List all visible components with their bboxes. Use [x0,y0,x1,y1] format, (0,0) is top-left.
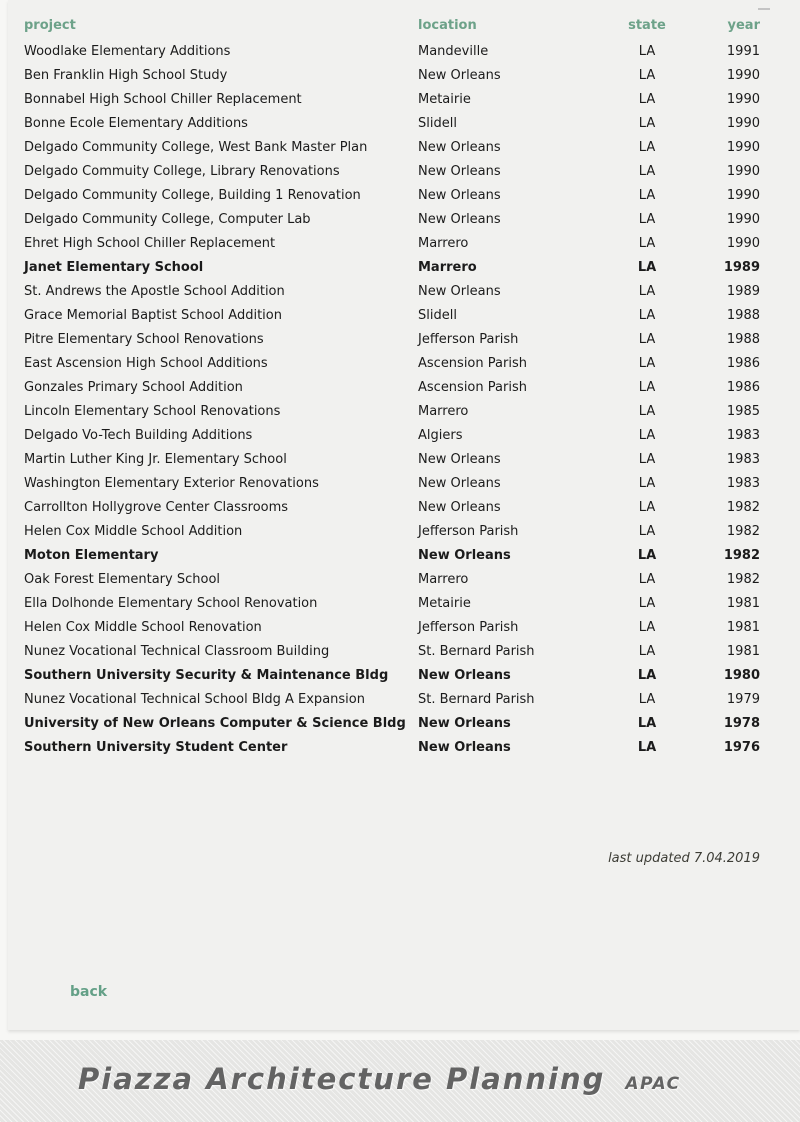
cell-location: New Orleans [418,452,501,467]
cell-project: Grace Memorial Baptist School Addition [24,308,282,323]
cell-state: LA [638,524,656,539]
cell-location: Ascension Parish [418,356,527,371]
column-header-year: year [727,18,760,33]
cell-year: 1982 [723,548,760,563]
cell-year: 1990 [726,212,760,227]
cell-location: St. Bernard Parish [418,644,535,659]
table-row [24,352,800,376]
cell-location: New Orleans [418,164,501,179]
cell-location: New Orleans [418,716,511,731]
table-row [24,568,800,592]
cell-location: Jefferson Parish [418,620,519,635]
cell-project: Bonne Ecole Elementary Additions [24,116,248,131]
cell-project: Delgado Community College, Building 1 Renovation [24,188,361,203]
cell-project: Ella Dolhonde Elementary School Renovation [24,596,318,611]
footer-company-abbreviation: APAC [625,1074,681,1094]
cell-year: 1985 [726,404,760,419]
cell-location: New Orleans [418,212,501,227]
cell-project: Carrollton Hollygrove Center Classrooms [24,500,289,515]
table-row [24,256,800,280]
cell-state: LA [638,356,656,371]
cell-location: Jefferson Parish [418,332,519,347]
cell-location: Algiers [418,428,463,443]
cell-year: 1982 [726,524,760,539]
column-header-location: location [418,18,477,33]
table-row [24,400,800,424]
cell-year: 1990 [726,140,760,155]
cell-location: Jefferson Parish [418,524,519,539]
cell-state: LA [638,116,656,131]
table-row [24,712,800,736]
table-row [24,448,800,472]
cell-location: New Orleans [418,476,501,491]
cell-location: New Orleans [418,188,501,203]
table-row [24,112,800,136]
cell-year: 1982 [726,572,760,587]
scrollbar-dash[interactable] [758,8,770,10]
projects-table [8,0,800,760]
cell-state: LA [638,500,656,515]
table-row [24,688,800,712]
cell-year: 1988 [726,308,760,323]
table-row [24,280,800,304]
cell-project: University of New Orleans Computer & Science Bldg [24,716,406,731]
cell-project: Delgado Vo-Tech Building Additions [24,428,253,443]
cell-state: LA [638,596,656,611]
cell-year: 1990 [726,164,760,179]
cell-state: LA [638,164,656,179]
table-row [24,208,800,232]
cell-location: New Orleans [418,668,511,683]
table-header-row [24,14,800,38]
cell-state: LA [638,332,656,347]
cell-state: LA [638,428,656,443]
cell-project: Janet Elementary School [24,260,204,275]
cell-project: Pitre Elementary School Renovations [24,332,264,347]
cell-project: Nunez Vocational Technical School Bldg A Expansion [24,692,365,707]
cell-year: 1990 [726,92,760,107]
cell-state: LA [638,644,656,659]
cell-project: Bonnabel High School Chiller Replacement [24,92,302,107]
table-row [24,472,800,496]
table-row [24,544,800,568]
cell-project: Martin Luther King Jr. Elementary School [24,452,287,467]
cell-state: LA [638,212,656,227]
cell-year: 1983 [726,428,760,443]
footer-banner [0,1040,800,1122]
last-updated-text: last updated 7.04.2019 [608,851,760,866]
cell-state: LA [637,740,657,755]
cell-state: LA [638,92,656,107]
cell-location: Marrero [418,404,469,419]
table-row [24,520,800,544]
cell-year: 1980 [723,668,760,683]
cell-project: Woodlake Elementary Additions [24,44,231,59]
cell-state: LA [638,380,656,395]
cell-year: 1981 [726,620,760,635]
table-row [24,304,800,328]
table-row [24,376,800,400]
cell-project: Helen Cox Middle School Renovation [24,620,262,635]
table-row [24,64,800,88]
table-row [24,616,800,640]
column-header-state: state [628,18,666,33]
table-row [24,136,800,160]
cell-location: Slidell [418,116,457,131]
cell-location: New Orleans [418,284,501,299]
cell-project: Gonzales Primary School Addition [24,380,243,395]
cell-project: Delgado Commuity College, Library Renovations [24,164,340,179]
cell-location: New Orleans [418,140,501,155]
table-row [24,640,800,664]
cell-year: 1982 [726,500,760,515]
cell-project: Southern University Security & Maintenance Bldg [24,668,389,683]
cell-state: LA [638,476,656,491]
cell-location: New Orleans [418,548,511,563]
cell-project: Helen Cox Middle School Addition [24,524,243,539]
cell-project: Washington Elementary Exterior Renovations [24,476,319,491]
table-row [24,664,800,688]
cell-year: 1986 [726,356,760,371]
cell-project: St. Andrews the Apostle School Addition [24,284,285,299]
table-row [24,328,800,352]
cell-year: 1979 [726,692,760,707]
cell-state: LA [637,716,657,731]
cell-location: Metairie [418,596,471,611]
cell-year: 1978 [723,716,760,731]
table-row [24,88,800,112]
cell-state: LA [638,404,656,419]
cell-year: 1991 [726,44,760,59]
cell-state: LA [638,140,656,155]
cell-state: LA [637,260,657,275]
cell-year: 1989 [723,260,760,275]
cell-location: St. Bernard Parish [418,692,535,707]
cell-state: LA [638,68,656,83]
cell-year: 1990 [726,236,760,251]
cell-year: 1983 [726,476,760,491]
cell-project: Ehret High School Chiller Replacement [24,236,276,251]
cell-year: 1989 [726,284,760,299]
cell-location: Marrero [418,260,477,275]
table-row [24,592,800,616]
cell-year: 1990 [726,68,760,83]
content-panel [8,0,800,1030]
table-body [24,40,800,760]
table-row [24,496,800,520]
cell-location: New Orleans [418,68,501,83]
cell-state: LA [638,308,656,323]
cell-location: Metairie [418,92,471,107]
column-header-project: project [24,18,76,33]
cell-state: LA [638,452,656,467]
cell-year: 1983 [726,452,760,467]
cell-year: 1986 [726,380,760,395]
cell-location: Mandeville [418,44,489,59]
cell-project: Delgado Community College, Computer Lab [24,212,311,227]
cell-year: 1976 [723,740,760,755]
table-row [24,736,800,760]
cell-year: 1990 [726,188,760,203]
table-row [24,184,800,208]
cell-project: East Ascension High School Additions [24,356,268,371]
cell-state: LA [638,236,656,251]
cell-location: Slidell [418,308,457,323]
table-row [24,160,800,184]
cell-project: Ben Franklin High School Study [24,68,228,83]
cell-project: Oak Forest Elementary School [24,572,221,587]
cell-location: Ascension Parish [418,380,527,395]
cell-state: LA [638,188,656,203]
cell-state: LA [638,620,656,635]
table-row [24,232,800,256]
cell-year: 1981 [726,596,760,611]
cell-state: LA [637,668,657,683]
cell-location: New Orleans [418,500,501,515]
cell-state: LA [637,548,657,563]
cell-state: LA [638,692,656,707]
cell-location: Marrero [418,236,469,251]
back-link[interactable]: back [70,984,108,1000]
cell-location: Marrero [418,572,469,587]
table-row [24,424,800,448]
cell-project: Southern University Student Center [24,740,288,755]
cell-project: Moton Elementary [24,548,159,563]
cell-location: New Orleans [418,740,511,755]
cell-state: LA [638,44,656,59]
cell-year: 1990 [726,116,760,131]
cell-project: Nunez Vocational Technical Classroom Building [24,644,330,659]
cell-year: 1988 [726,332,760,347]
table-row [24,40,800,64]
cell-project: Lincoln Elementary School Renovations [24,404,281,419]
cell-state: LA [638,572,656,587]
cell-project: Delgado Community College, West Bank Master Plan [24,140,368,155]
cell-year: 1981 [726,644,760,659]
footer-company-title: Piazza Architecture Planning [78,1062,606,1096]
cell-state: LA [638,284,656,299]
